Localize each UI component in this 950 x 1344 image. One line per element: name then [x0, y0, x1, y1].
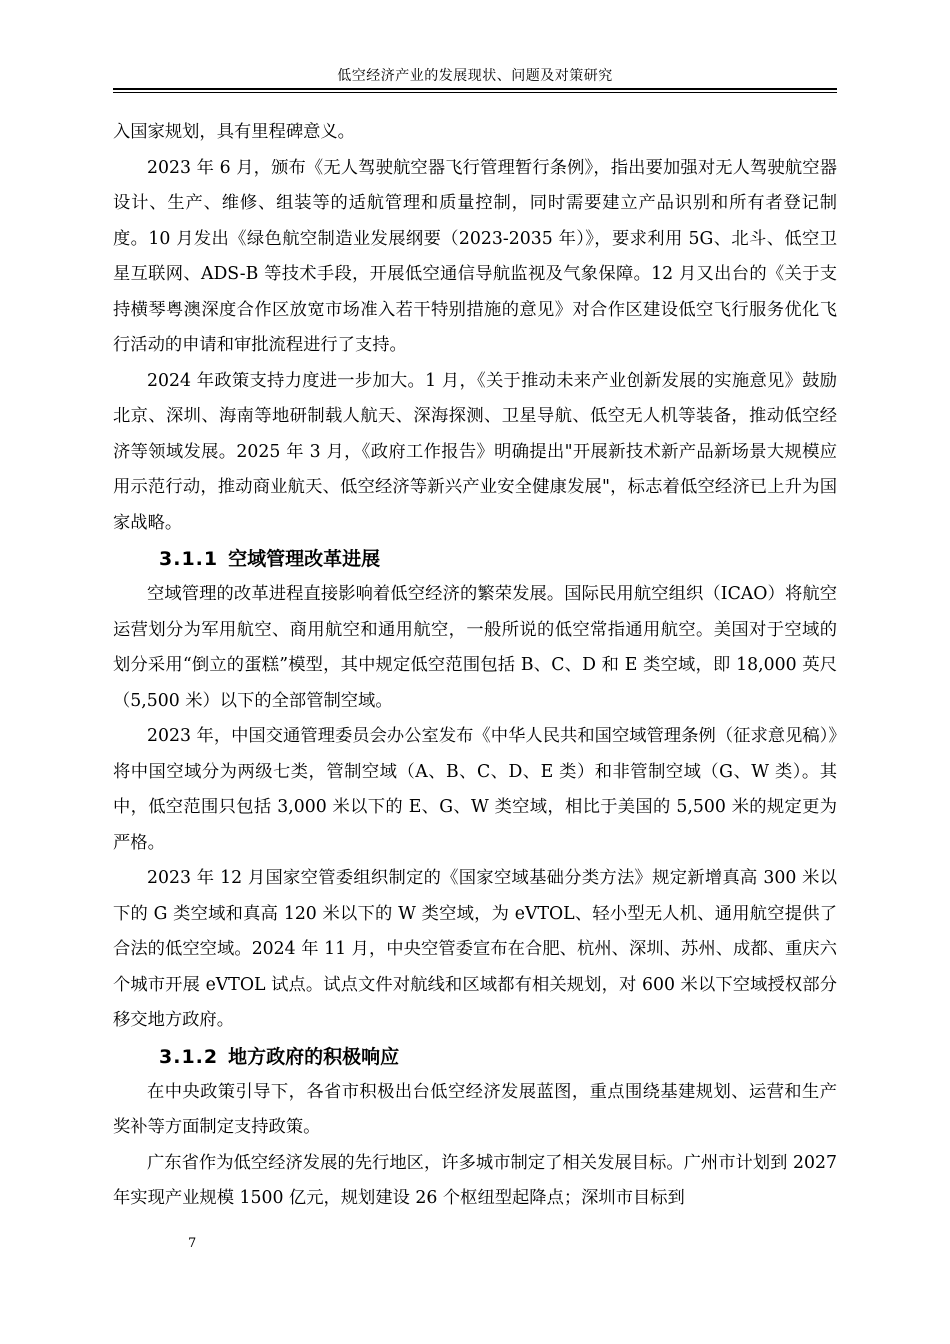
paragraph: 在中央政策引导下，各省市积极出台低空经济发展蓝图，重点围绕基建规划、运营和生产奖补等方面制定支持政策。	[113, 1081, 837, 1137]
paragraph: 2024 年政策支持力度进一步加大。1 月，《关于推动未来产业创新发展的实施意见》鼓励北京、深圳、海南等地研制载人航天、深海探测、卫星导航、低空无人机等装备，推动低空经济等领域发展。2025 年 3 月，《政府工作报告》明确提出"开展新技术新产品新场景大规模应用示范行动，推动商业航天、低空经济等新兴产业安全健康发展"，标志着低空经济已上升为国家战略。	[113, 370, 837, 533]
page-number: 7	[188, 1236, 197, 1251]
paragraph: 2023 年 6 月，颁布《无人驾驶航空器飞行管理暂行条例》，指出要加强对无人驾驶航空器设计、生产、维修、组装等的适航管理和质量控制，同时需要建立产品识别和所有者登记制度。10 月发出《绿色航空制造业发展纲要（2023-2035 年）》，要求利用 5G、北斗、低空卫星互联网、ADS-B 等技术手段，开展低空通信导航监视及气象保障。12 月又出台的《关于支持横琴粤澳深度合作区放宽市场准入若干特别措施的意见》对合作区建设低空飞行服务优化飞行活动的申请和审批流程进行了支持。	[113, 157, 837, 355]
body-text	[113, 115, 837, 1217]
section-number: 3.1.1	[159, 548, 219, 570]
paragraph: 2023 年 12 月国家空管委组织制定的《国家空域基础分类方法》规定新增真高 300 米以下的 G 类空域和真高 120 米以下的 W 类空域，为 eVTOL、轻小型无人机、通用航空提供了合法的低空空域。2024 年 11 月，中央空管委宣布在合肥、杭州、深圳、苏州、成都、重庆六个城市开展 eVTOL 试点。试点文件对航线和区域都有相关规划，对 600 米以下空域授权部分移交地方政府。	[113, 868, 837, 1030]
header-rule-thin	[113, 92, 837, 93]
paragraph: 入国家规划，具有里程碑意义。	[113, 122, 355, 142]
section-title: 地方政府的积极响应	[228, 1045, 400, 1068]
section-heading	[113, 541, 837, 577]
paragraph: 空域管理的改革进程直接影响着低空经济的繁荣发展。国际民用航空组织（ICAO）将航空运营划分为军用航空、商用航空和通用航空，一般所说的低空常指通用航空。美国对于空域的划分采用“倒立的蛋糕”模型，其中规定低空范围包括 B、C、D 和 E 类空域，即 18,000 英尺（5,500 米）以下的全部管制空域。	[113, 584, 837, 711]
paragraph: 2023 年，中国交通管理委员会办公室发布《中华人民共和国空域管理条例（征求意见稿）》将中国空域分为两级七类，管制空域（A、B、C、D、E 类）和非管制空域（G、W 类）。其中，低空范围只包括 3,000 米以下的 E、G、W 类空域，相比于美国的 5,500 米的规定更为严格。	[113, 726, 837, 853]
header-rule	[113, 88, 837, 90]
section-title: 空域管理改革进展	[228, 548, 381, 570]
section-number: 3.1.2	[159, 1045, 219, 1068]
running-header: 低空经济产业的发展现状、问题及对策研究	[337, 68, 613, 84]
section-heading	[113, 1039, 837, 1075]
paragraph: 广东省作为低空经济发展的先行地区，许多城市制定了相关发展目标。广州市计划到 2027 年实现产业规模 1500 亿元，规划建设 26 个枢纽型起降点；深圳市目标到	[113, 1152, 837, 1208]
